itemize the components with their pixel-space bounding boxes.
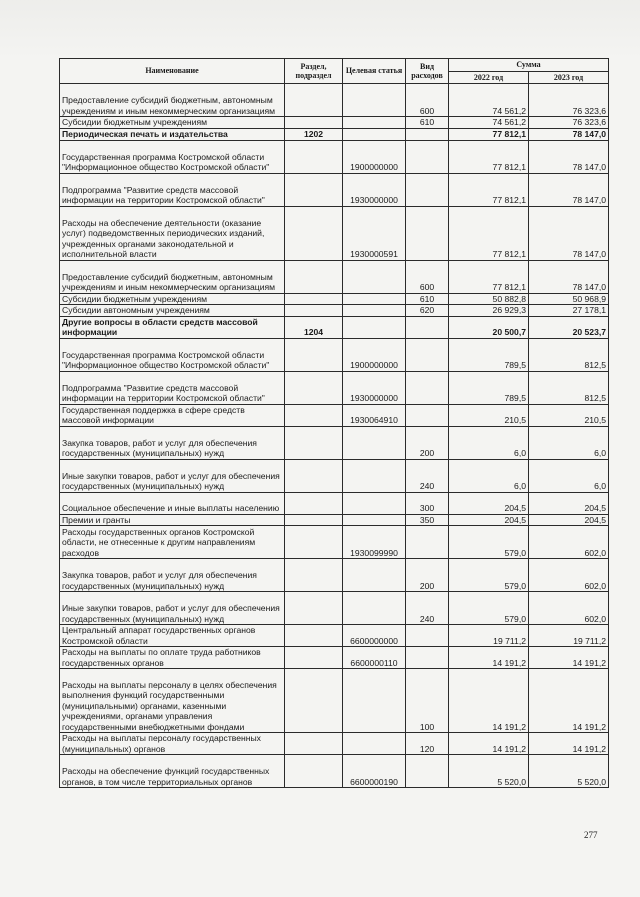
cell-name: Другие вопросы в области средств массовой информации (60, 316, 285, 338)
table-header-row (60, 59, 609, 72)
cell-2022: 789,5 (449, 371, 529, 404)
cell-name: Расходы на выплаты по оплате труда работников государственных органов (60, 647, 285, 669)
cell-name: Подпрограмма "Развитие средств массовой информации на территории Костромской области" (60, 173, 285, 206)
cell-target (343, 592, 406, 625)
cell-2023: 602,0 (529, 559, 609, 592)
table-row (60, 669, 609, 733)
cell-kind (406, 526, 449, 559)
cell-section (285, 404, 343, 426)
cell-name: Расходы на обеспечение функций государственных органов, в том числе территориальных органов (60, 755, 285, 788)
cell-target (343, 669, 406, 733)
cell-target (343, 426, 406, 459)
cell-2022: 77 812,1 (449, 173, 529, 206)
cell-name: Премии и гранты (60, 514, 285, 526)
cell-target: 1900000000 (343, 140, 406, 173)
cell-target: 6600000000 (343, 625, 406, 647)
cell-section (285, 117, 343, 129)
table-row (60, 117, 609, 129)
cell-name: Расходы на обеспечение деятельности (оказание услуг) подведомственных периодических изданий, учрежденных органами законодательной и исполнительной власти (60, 206, 285, 260)
cell-kind: 200 (406, 426, 449, 459)
cell-section (285, 526, 343, 559)
cell-2022: 14 191,2 (449, 733, 529, 755)
cell-section (285, 592, 343, 625)
cell-kind (406, 338, 449, 371)
cell-name: Предоставление субсидий бюджетным, автономным учреждениям и иным некоммерческим организациям (60, 260, 285, 293)
col-header-section: Раздел, подраздел (285, 59, 343, 84)
table-row (60, 260, 609, 293)
cell-2022: 579,0 (449, 559, 529, 592)
cell-2023: 812,5 (529, 371, 609, 404)
table-row (60, 173, 609, 206)
table-row (60, 526, 609, 559)
cell-name: Иные закупки товаров, работ и услуг для обеспечения государственных (муниципальных) нужд (60, 459, 285, 492)
cell-name: Закупка товаров, работ и услуг для обеспечения государственных (муниципальных) нужд (60, 559, 285, 592)
cell-target (343, 260, 406, 293)
table-row (60, 592, 609, 625)
cell-target (343, 459, 406, 492)
cell-section (285, 647, 343, 669)
cell-target (343, 293, 406, 305)
cell-target: 6600000190 (343, 755, 406, 788)
cell-name: Социальное обеспечение и иные выплаты населению (60, 492, 285, 514)
table-row (60, 84, 609, 117)
table-row (60, 206, 609, 260)
table-row (60, 316, 609, 338)
cell-2022: 26 929,3 (449, 305, 529, 317)
cell-section (285, 669, 343, 733)
cell-name: Государственная программа Костромской области "Информационное общество Костромской области" (60, 338, 285, 371)
cell-name: Центральный аппарат государственных органов Костромской области (60, 625, 285, 647)
cell-2023: 50 968,9 (529, 293, 609, 305)
cell-target: 1930000000 (343, 173, 406, 206)
table-row (60, 733, 609, 755)
cell-2022: 6,0 (449, 426, 529, 459)
cell-kind (406, 625, 449, 647)
cell-section (285, 140, 343, 173)
cell-target (343, 128, 406, 140)
cell-kind (406, 128, 449, 140)
cell-2023: 14 191,2 (529, 733, 609, 755)
cell-name: Субсидии бюджетным учреждениям (60, 293, 285, 305)
cell-target (343, 514, 406, 526)
table-row (60, 293, 609, 305)
cell-kind: 610 (406, 117, 449, 129)
cell-2023: 78 147,0 (529, 173, 609, 206)
cell-kind: 200 (406, 559, 449, 592)
cell-section (285, 733, 343, 755)
page-number: 277 (584, 830, 598, 840)
cell-2022: 5 520,0 (449, 755, 529, 788)
cell-2023: 6,0 (529, 459, 609, 492)
scan-shading (0, 0, 640, 60)
table-row (60, 404, 609, 426)
cell-2022: 50 882,8 (449, 293, 529, 305)
cell-name: Закупка товаров, работ и услуг для обеспечения государственных (муниципальных) нужд (60, 426, 285, 459)
cell-section (285, 492, 343, 514)
cell-2023: 78 147,0 (529, 128, 609, 140)
cell-kind: 240 (406, 459, 449, 492)
cell-section (285, 459, 343, 492)
cell-section (285, 84, 343, 117)
cell-target (343, 117, 406, 129)
cell-target (343, 316, 406, 338)
cell-name: Расходы государственных органов Костромской области, не отнесенные к другим направлениям расходов (60, 526, 285, 559)
table-row (60, 140, 609, 173)
cell-2023: 602,0 (529, 592, 609, 625)
cell-2023: 210,5 (529, 404, 609, 426)
table-row (60, 625, 609, 647)
cell-section (285, 755, 343, 788)
cell-section (285, 338, 343, 371)
cell-section (285, 173, 343, 206)
table-body (60, 84, 609, 788)
cell-2022: 210,5 (449, 404, 529, 426)
table-row (60, 755, 609, 788)
cell-2022: 19 711,2 (449, 625, 529, 647)
cell-2022: 204,5 (449, 492, 529, 514)
table-row (60, 305, 609, 317)
cell-target (343, 84, 406, 117)
col-header-2023: 2023 год (529, 72, 609, 84)
cell-name: Иные закупки товаров, работ и услуг для обеспечения государственных (муниципальных) нужд (60, 592, 285, 625)
cell-name: Государственная программа Костромской области "Информационное общество Костромской области" (60, 140, 285, 173)
cell-kind: 600 (406, 84, 449, 117)
cell-2022: 6,0 (449, 459, 529, 492)
cell-2022: 204,5 (449, 514, 529, 526)
cell-section: 1202 (285, 128, 343, 140)
cell-kind (406, 206, 449, 260)
col-header-sum: Сумма (449, 59, 609, 72)
cell-2022: 14 191,2 (449, 669, 529, 733)
cell-target: 6600000110 (343, 647, 406, 669)
cell-kind: 350 (406, 514, 449, 526)
cell-section (285, 305, 343, 317)
table-row (60, 338, 609, 371)
cell-2023: 76 323,6 (529, 84, 609, 117)
cell-name: Расходы на выплаты персоналу государственных (муниципальных) органов (60, 733, 285, 755)
cell-kind: 240 (406, 592, 449, 625)
cell-2023: 5 520,0 (529, 755, 609, 788)
table-row (60, 514, 609, 526)
cell-target: 1900000000 (343, 338, 406, 371)
cell-2023: 20 523,7 (529, 316, 609, 338)
cell-kind (406, 647, 449, 669)
cell-2023: 19 711,2 (529, 625, 609, 647)
cell-2022: 20 500,7 (449, 316, 529, 338)
table-row (60, 128, 609, 140)
cell-2023: 602,0 (529, 526, 609, 559)
budget-table (59, 58, 609, 788)
cell-target (343, 492, 406, 514)
cell-2023: 14 191,2 (529, 669, 609, 733)
cell-section (285, 559, 343, 592)
cell-name: Периодическая печать и издательства (60, 128, 285, 140)
cell-section (285, 293, 343, 305)
cell-section (285, 371, 343, 404)
cell-2023: 812,5 (529, 338, 609, 371)
cell-target: 1930064910 (343, 404, 406, 426)
cell-kind (406, 404, 449, 426)
cell-kind: 120 (406, 733, 449, 755)
cell-target (343, 733, 406, 755)
cell-name: Субсидии автономным учреждениям (60, 305, 285, 317)
cell-target: 1930000591 (343, 206, 406, 260)
cell-2022: 14 191,2 (449, 647, 529, 669)
cell-section (285, 206, 343, 260)
cell-2023: 78 147,0 (529, 206, 609, 260)
cell-kind: 620 (406, 305, 449, 317)
cell-2022: 579,0 (449, 526, 529, 559)
cell-name: Государственная поддержка в сфере средств массовой информации (60, 404, 285, 426)
table-row (60, 459, 609, 492)
cell-section (285, 260, 343, 293)
cell-2022: 77 812,1 (449, 260, 529, 293)
cell-2022: 77 812,1 (449, 206, 529, 260)
cell-kind (406, 140, 449, 173)
cell-2022: 77 812,1 (449, 140, 529, 173)
cell-kind (406, 755, 449, 788)
cell-2022: 579,0 (449, 592, 529, 625)
col-header-2022: 2022 год (449, 72, 529, 84)
cell-kind (406, 173, 449, 206)
table-row (60, 426, 609, 459)
cell-target: 1930099990 (343, 526, 406, 559)
cell-2023: 27 178,1 (529, 305, 609, 317)
cell-kind: 610 (406, 293, 449, 305)
cell-kind (406, 371, 449, 404)
cell-2022: 74 561,2 (449, 117, 529, 129)
cell-2022: 77 812,1 (449, 128, 529, 140)
cell-2023: 204,5 (529, 492, 609, 514)
cell-name: Предоставление субсидий бюджетным, автономным учреждениям и иным некоммерческим организациям (60, 84, 285, 117)
cell-2023: 6,0 (529, 426, 609, 459)
col-header-name: Наименование (60, 59, 285, 84)
col-header-target: Целевая статья (343, 59, 406, 84)
cell-target (343, 559, 406, 592)
cell-section (285, 514, 343, 526)
cell-2023: 14 191,2 (529, 647, 609, 669)
cell-2023: 204,5 (529, 514, 609, 526)
cell-section (285, 625, 343, 647)
cell-kind (406, 316, 449, 338)
cell-name: Подпрограмма "Развитие средств массовой информации на территории Костромской области" (60, 371, 285, 404)
cell-kind: 600 (406, 260, 449, 293)
cell-2022: 789,5 (449, 338, 529, 371)
table-row (60, 492, 609, 514)
cell-name: Субсидии бюджетным учреждениям (60, 117, 285, 129)
table-row (60, 371, 609, 404)
col-header-kind: Вид расходов (406, 59, 449, 84)
cell-2023: 78 147,0 (529, 140, 609, 173)
cell-target (343, 305, 406, 317)
cell-2022: 74 561,2 (449, 84, 529, 117)
cell-2023: 78 147,0 (529, 260, 609, 293)
cell-section: 1204 (285, 316, 343, 338)
cell-kind: 300 (406, 492, 449, 514)
cell-kind: 100 (406, 669, 449, 733)
cell-section (285, 426, 343, 459)
cell-2023: 76 323,6 (529, 117, 609, 129)
table-row (60, 647, 609, 669)
table-row (60, 559, 609, 592)
cell-target: 1930000000 (343, 371, 406, 404)
cell-name: Расходы на выплаты персоналу в целях обеспечения выполнения функций государственными (муниципальными) органами, казенными учреждениями, органами управления государственными внебюджетными фондами (60, 669, 285, 733)
